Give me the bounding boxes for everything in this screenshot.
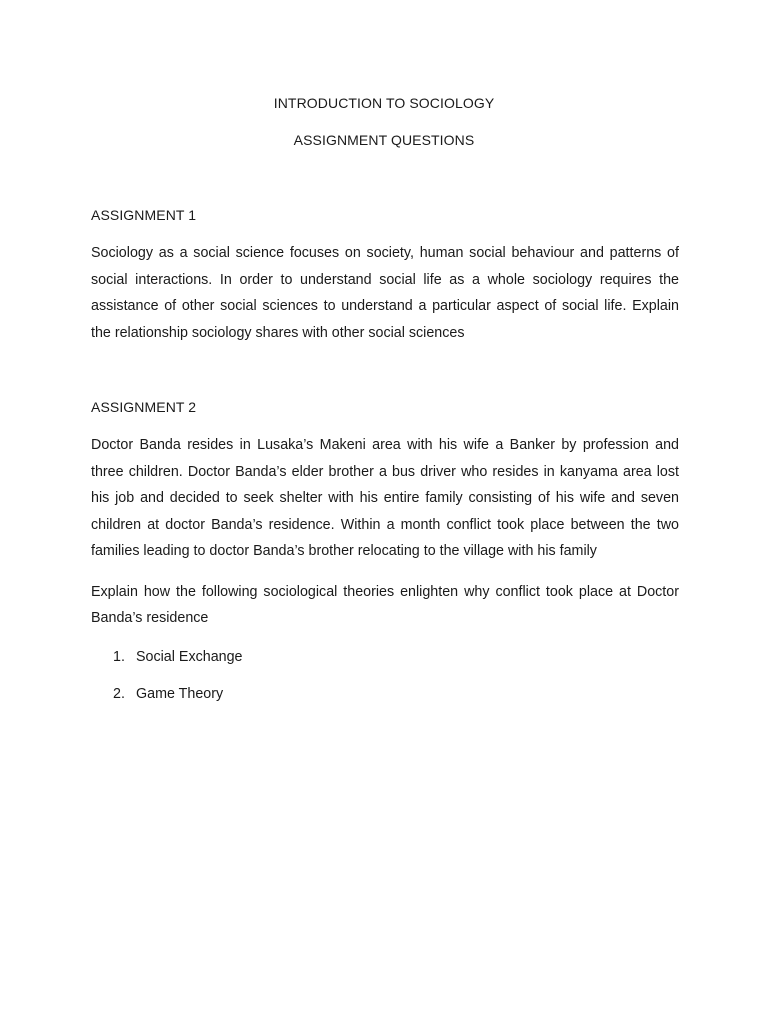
assignment-2-question: Explain how the following sociological theories enlighten why conflict took place at Doctor Banda’s residence (91, 583, 679, 626)
document-subtitle: ASSIGNMENT QUESTIONS (293, 132, 475, 148)
assignment-2-heading: ASSIGNMENT 2 (91, 399, 197, 415)
assignment-2-section (91, 398, 679, 722)
list-item-number: 2. (113, 685, 125, 702)
assignment-2-scenario: Doctor Banda resides in Lusaka’s Makeni area with his wife a Banker by profession and three children. Doctor Banda’s elder brother a bus driver who resides in kanyama area lost his job and decided to seek shelter with his entire family consisting of his wife and seven children at doctor Banda’s residence. Within a month conflict took place between the two families leading to doctor Banda’s brother relocating to the village with his family (91, 437, 679, 559)
list-item-number: 1. (113, 648, 125, 665)
list-item (91, 648, 679, 666)
list-item-label: Game Theory (136, 685, 224, 702)
assignment-1-paragraph: Sociology as a social science focuses on society, human social behaviour and patterns of social interactions. In order to understand social life as a whole sociology requires the assistance of other social sciences to understand a particular aspect of social life. Explain the relationship sociology shares with other social sciences (91, 245, 679, 341)
list-item-label: Social Exchange (136, 648, 243, 665)
document-title: INTRODUCTION TO SOCIOLOGY (273, 95, 495, 111)
assignment-1-heading: ASSIGNMENT 1 (91, 207, 197, 223)
list-item (91, 685, 679, 703)
assignment-1-section (91, 206, 679, 346)
theory-list (91, 648, 679, 703)
